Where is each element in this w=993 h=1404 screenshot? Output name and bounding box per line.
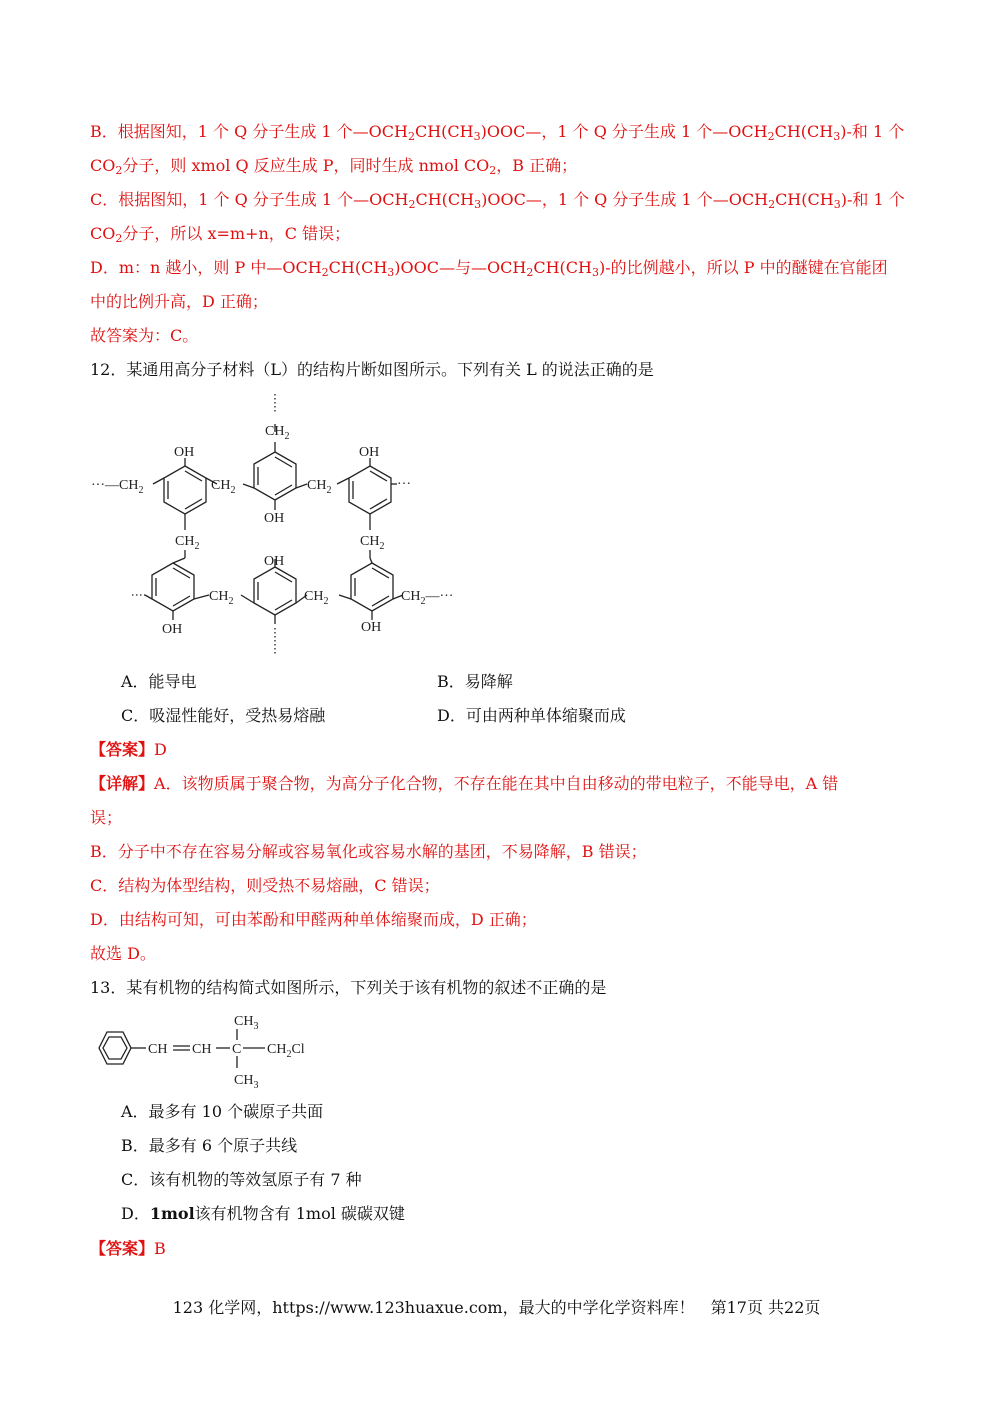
q12-option-b: B．易降解	[437, 672, 513, 691]
ch-label: CH	[192, 1042, 212, 1057]
q13-answer: 【答案】B	[90, 1239, 166, 1258]
ch2-label: $CH_2$	[211, 478, 236, 496]
q13-structure	[88, 1008, 328, 1092]
ch2-label: $CH_2$	[304, 589, 329, 607]
oh-label: OH	[264, 511, 285, 526]
oh-label: OH	[361, 620, 382, 635]
q12-polymer-structure	[85, 392, 465, 662]
q11-option-c-line2: $CO_2$分子，所以 x=m+n，C 错误；	[90, 224, 351, 245]
ch2-label: $CH_2$	[209, 589, 234, 607]
q13-option-c: C．该有机物的等效氢原子有 7 种	[121, 1170, 362, 1189]
oh-label: OH	[162, 622, 183, 637]
chain-left-top: $\cdot\cdot\cdot—CH_2$	[91, 478, 144, 496]
q11-option-c-line1: C．根据图知，1 个 Q 分子生成 1 个$—OCH_2CH(CH_3)OOC—$，1 个 Q 分子生成 1 个$—OCH_2CH(CH_3)-$和 1 个	[90, 190, 905, 211]
q12-stem: 12．某通用高分子材料（L）的结构片断如图所示。下列有关 L 的说法正确的是	[90, 360, 654, 379]
q12-answer: 【答案】D	[90, 740, 167, 759]
ch3-top-label: $CH_3$	[234, 1014, 259, 1032]
q13-option-a: A．最多有 10 个碳原子共面	[121, 1102, 324, 1121]
q12-option-a: A．能导电	[121, 672, 197, 691]
q13-option-d: D．1mol该有机物含有 1mol 碳碳双键	[121, 1204, 405, 1223]
ch2-label: $CH_2$	[360, 534, 385, 552]
ch2cl-label: $CH_2Cl$	[267, 1042, 305, 1060]
oh-label: OH	[264, 554, 285, 569]
q12-conclusion: 故选 D。	[90, 944, 156, 963]
page-footer: 123 化学网，https://www.123huaxue.com，最大的中学化学资料库！ 第17页 共22页	[172, 1298, 821, 1317]
oh-label: OH	[359, 445, 380, 460]
ch2-label: $CH_2$	[265, 424, 290, 442]
q12-detail-a-line1: 【详解】A．该物质属于聚合物，为高分子化合物，不存在能在其中自由移动的带电粒子，不能导电，A 错	[90, 774, 839, 793]
q11-option-d-line1: D．m：n 越小，则 P 中$—OCH_2CH(CH_3)OOC—$与$—OCH_2CH(CH_3)-$的比例越小，所以 P 中的醚键在官能团	[90, 258, 888, 279]
q12-option-d: D．可由两种单体缩聚而成	[437, 706, 626, 725]
q11-conclusion: 故答案为：C。	[90, 326, 199, 345]
q11-option-d-line2: 中的比例升高，D 正确；	[90, 292, 268, 311]
q11-option-b-line1: B．根据图知，1 个 Q 分子生成 1 个$—OCH_2CH(CH_3)OOC—$，1 个 Q 分子生成 1 个$—OCH_2CH(CH_3)-$和 1 个	[90, 122, 905, 143]
q13-option-b: B．最多有 6 个原子共线	[121, 1136, 298, 1155]
q13-stem: 13．某有机物的结构简式如图所示，下列关于该有机物的叙述不正确的是	[90, 978, 607, 997]
ch2-label: $CH_2$	[307, 478, 332, 496]
ch-label: CH	[148, 1042, 168, 1057]
q12-detail-a-line2: 误；	[90, 808, 123, 827]
chain-right-bottom: $CH_2—\cdot\cdot\cdot$	[401, 589, 454, 607]
q12-detail-c: C．结构为体型结构，则受热不易熔融，C 错误；	[90, 876, 440, 895]
ch3-bottom-label: $CH_3$	[234, 1073, 259, 1091]
chain-right-top: ···	[397, 477, 411, 492]
c-label: C	[232, 1042, 242, 1057]
q12-detail-d: D．由结构可知，可由苯酚和甲醛两种单体缩聚而成，D 正确；	[90, 910, 537, 929]
q11-option-b-line2: $CO_2$分子，则 xmol Q 反应生成 P，同时生成 nmol $CO_2$，B 正确；	[90, 156, 578, 177]
ch2-label: $CH_2$	[175, 534, 200, 552]
q12-detail-b: B．分子中不存在容易分解或容易氧化或容易水解的基团，不易降解，B 错误；	[90, 842, 647, 861]
q12-option-c: C．吸湿性能好，受热易熔融	[121, 706, 326, 725]
oh-label: OH	[174, 445, 195, 460]
